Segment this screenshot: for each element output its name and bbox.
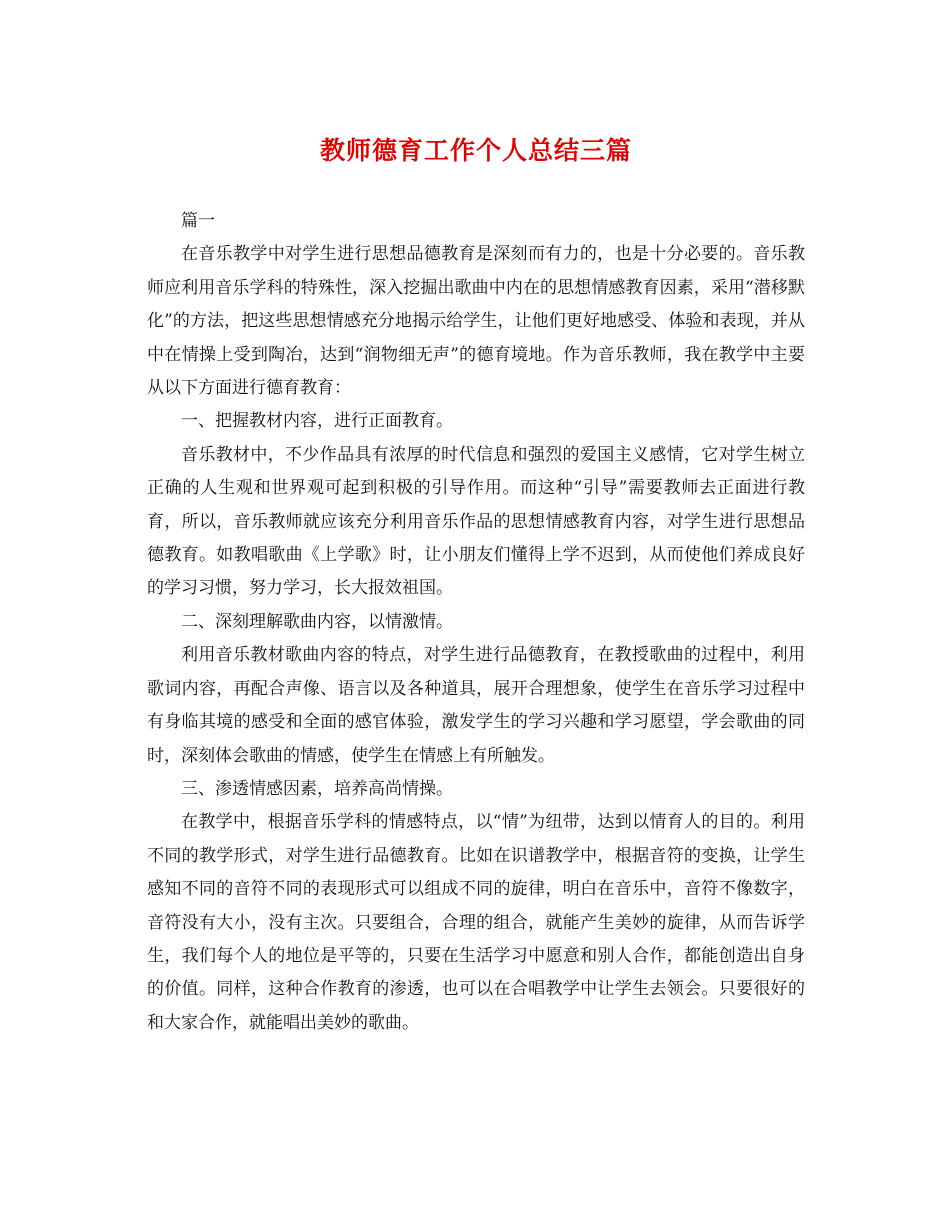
subsection-heading: 三、渗透情感因素，培养高尚情操。	[181, 778, 453, 799]
body-paragraph: 利用音乐教材歌曲内容的特点，对学生进行品德教育，在教授歌曲的过程中，利用歌词内容，再配合声像、语言以及各种道具，展开合理想象，使学生在音乐学习过程中有身临其境的感受和全面的感官体验，激发学生的学习兴趣和学习愿望，学会歌曲的同时，深刻体会歌曲的情感，使学生在情感上有所触发。	[147, 645, 805, 766]
document-title: 教师德育工作个人总结三篇	[319, 136, 632, 165]
body-paragraph: 音乐教材中，不少作品具有浓厚的时代信息和强烈的爱国主义感情，它对学生树立正确的人生观和世界观可起到积极的引导作用。而这种“引导”需要教师去正面进行教育，所以，音乐教师就应该充分利用音乐作品的思想情感教育内容，对学生进行思想品德教育。如教唱歌曲《上学歌》时，让小朋友们懂得上学不迟到，从而使他们养成良好的学习习惯，努力学习，长大报效祖国。	[147, 444, 805, 599]
subsection-heading: 二、深刻理解歌曲内容，以情激情。	[181, 611, 453, 632]
document-body	[147, 205, 805, 1040]
body-paragraph: 在音乐教学中对学生进行思想品德教育是深刻而有力的，也是十分必要的。音乐教师应利用音乐学科的特殊性，深入挖掘出歌曲中内在的思想情感教育因素，采用“潜移默化”的方法，把这些思想情感充分地揭示给学生，让他们更好地感受、体验和表现，并从中在情操上受到陶冶，达到“润物细无声”的德育境地。作为音乐教师，我在教学中主要从以下方面进行德育教育：	[147, 244, 805, 399]
body-paragraph: 在教学中，根据音乐学科的情感特点，以“情”为纽带，达到以情育人的目的。利用不同的教学形式，对学生进行品德教育。比如在识谱教学中，根据音符的变换，让学生感知不同的音符不同的表现形式可以组成不同的旋律，明白在音乐中，音符不像数字，音符没有大小，没有主次。只要组合，合理的组合，就能产生美妙的旋律，从而告诉学生，我们每个人的地位是平等的，只要在生活学习中愿意和别人合作，都能创造出自身的价值。同样，这种合作教育的渗透，也可以在合唱教学中让学生去领会。只要很好的和大家合作，就能唱出美妙的歌曲。	[147, 812, 805, 1033]
subsection-heading: 一、把握教材内容，进行正面教育。	[181, 411, 453, 432]
section-heading: 篇一	[181, 211, 215, 231]
